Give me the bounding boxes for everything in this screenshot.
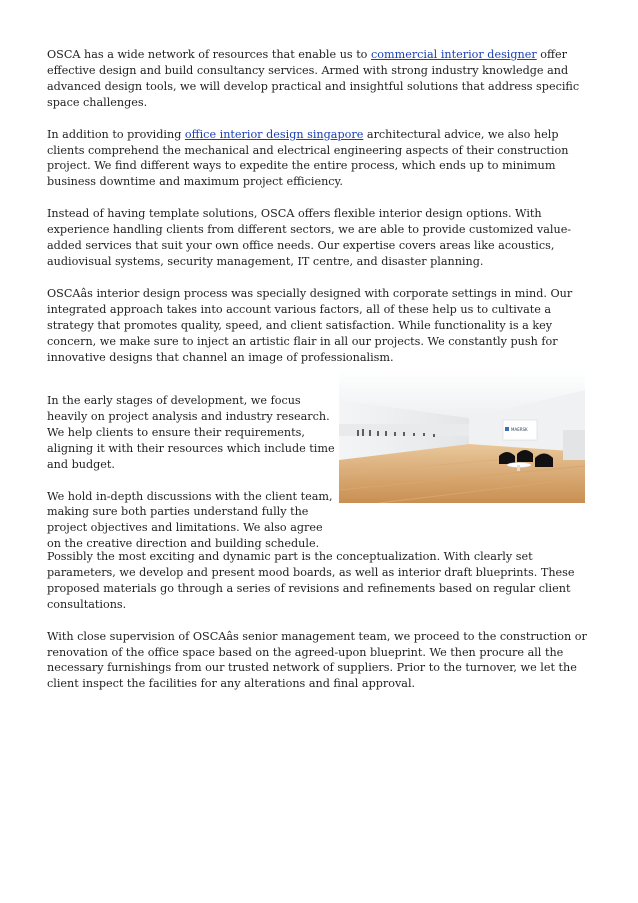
commercial-interior-designer-link[interactable]: commercial interior designer [370,48,537,61]
sign-text: MAERSK [511,427,528,432]
paragraph-3: Instead of having template solutions, OSCA offers flexible interior design options. With experience handling clients from different sectors, we are able to provide customized value-added services that suit your own office needs. Our expertise covers areas like acoustics, audiovisual systems, security management, IT centre, and disaster planning. [47,207,572,268]
paragraph-8: With close supervision of OSCAâs senior management team, we proceed to the construction or renovation of the office space based on the agreed-upon blueprint. We then procure all the necessary furnishings from our trusted network of suppliers. Prior to the turnover, we let the client inspect the facilities for any alterations and final approval. [47,629,587,691]
article-body [47,47,593,381]
paragraph-5: In the early stages of development, we focus heavily on project analysis and industry research. We help clients to ensure their requirements, aligning it with their resources which include time and budget. [47,394,335,471]
paragraph-6: We hold in-depth discussions with the client team, making sure both parties understand fully the project objectives and limitations. We also agree on the creative direction and building schedule. [47,489,333,551]
office-interior-design-link[interactable]: office interior design singapore [184,127,364,141]
text: architectural advice, we also help clients comprehend the mechanical and electrical engineering aspects of their construction project. We find different ways to expedite the entire process, which ends up to minimum business downtime and maximum project efficiency. [47,127,569,189]
paragraph-4: OSCAâs interior design process was specially designed with corporate settings in mind. Our integrated approach takes into account various factors, all of these help us to cultivate a strategy that promotes quality, speed, and client satisfaction. While functionality is a key concern, we make sure to inject an artistic flair in all our projects. We constantly push for innovative designs that channel an image of professionalism. [47,286,573,364]
office-interior-photo [339,370,585,503]
text: OSCA has a wide network of resources that enable us to [47,48,371,61]
text: In addition to providing [47,127,185,141]
text: offer effective design and build consultancy services. Armed with strong industry knowledge and advanced design tools, we will develop practical and insightful solutions that address specific space challenges. [47,48,580,109]
paragraph-2 [47,127,593,191]
paragraph-1 [47,47,593,111]
article-continued [47,549,593,708]
image-side-text [47,393,337,568]
paragraph-7: Possibly the most exciting and dynamic part is the conceptualization. With clearly set parameters, we develop and present mood boards, as well as interior draft blueprints. These proposed materials go through a series of revisions and refinements based on regular client consultations. [47,550,575,611]
